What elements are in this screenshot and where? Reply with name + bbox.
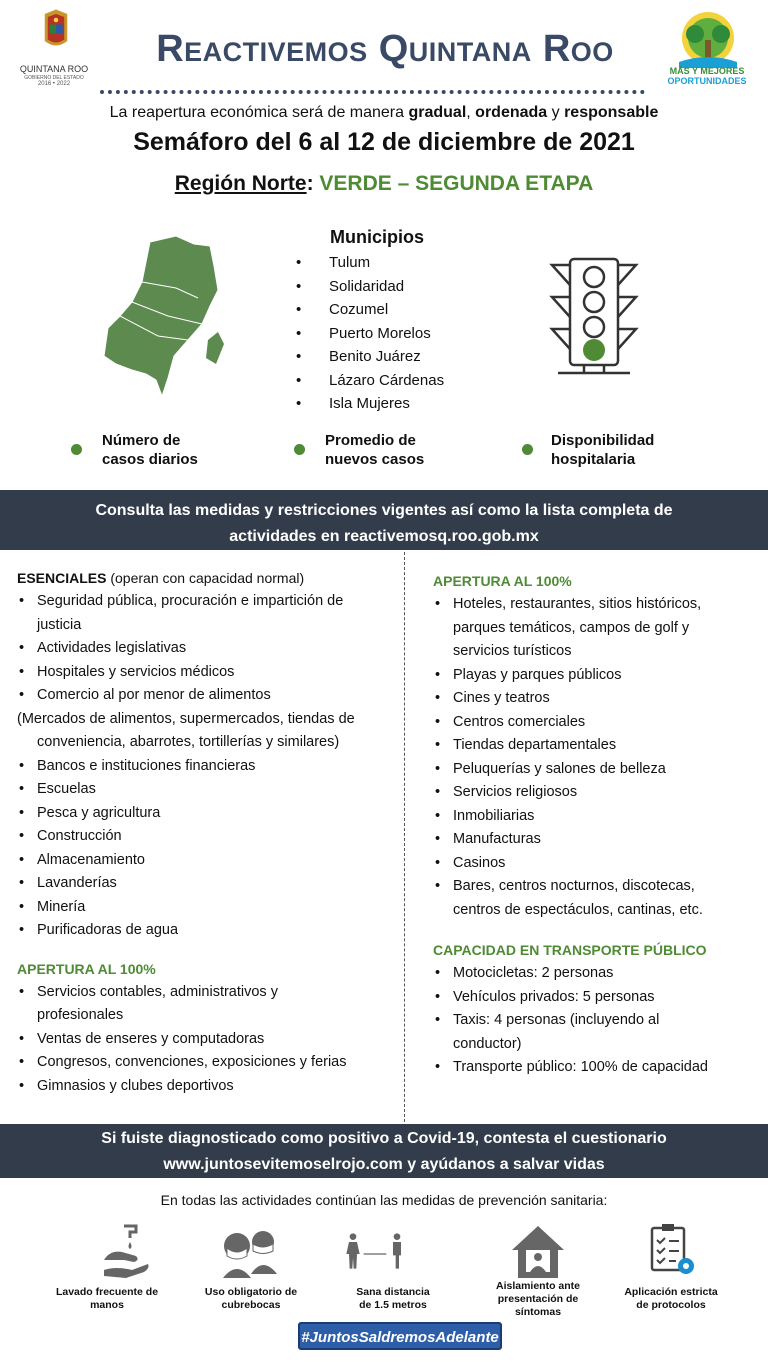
indicator-promedio-nuevos-casos: [325, 431, 424, 469]
indicator-line: Número de: [102, 432, 181, 449]
list-item: • Ventas de enseres y computadoras: [17, 1028, 402, 1052]
list-item: • Seguridad pública, procuración e impartición de: [17, 590, 402, 614]
list-item: • Puerto Morelos: [296, 324, 431, 342]
indicator-dot-green: [294, 444, 305, 455]
caption-line: Lavado frecuente de: [55, 1286, 159, 1298]
caption-line: síntomas: [514, 1306, 562, 1318]
covid-line-2: www.juntosevitemoselrojo.com y ayúdanos a salvar vidas: [163, 1156, 605, 1173]
indicator-line: hospitalaria: [551, 451, 636, 468]
list-item: • Hoteles, restaurantes, sitios históricos,: [433, 593, 763, 617]
caption-line: manos: [90, 1299, 124, 1311]
list-item: • Lavanderías: [17, 872, 402, 896]
list-item-note: (Mercados de alimentos, supermercados, tiendas de: [17, 710, 355, 727]
list-item: • Taxis: 4 personas (incluyendo al: [433, 1009, 763, 1033]
prevention-caption: [604, 1286, 738, 1312]
prevention-caption: [468, 1280, 608, 1319]
caption-line: de 1.5 metros: [359, 1299, 427, 1311]
list-item: • Tiendas departamentales: [433, 734, 763, 758]
transporte-heading: CAPACIDAD EN TRANSPORTE PÚBLICO: [433, 942, 707, 958]
municipio-label: Puerto Morelos: [329, 324, 431, 342]
list-item: • Playas y parques públicos: [433, 664, 763, 688]
list-item: • Almacenamiento: [17, 849, 402, 873]
distance-icon: [345, 1220, 405, 1280]
list-item: • Congresos, convenciones, exposiciones y ferias: [17, 1051, 402, 1075]
tree-logo: [665, 10, 751, 72]
list-item: • Minería: [17, 896, 402, 920]
list-item: • Transporte público: 100% de capacidad: [433, 1056, 763, 1080]
indicator-dot-green: [522, 444, 533, 455]
indicator-line: casos diarios: [102, 451, 198, 468]
house-isolation-icon: [508, 1220, 568, 1280]
consulta-line-2: actividades en reactivemosq.roo.gob.mx: [229, 528, 539, 545]
list-item: • Benito Juárez: [296, 348, 421, 365]
caption-line: Sana distancia: [356, 1286, 430, 1298]
municipio-label: Lázaro Cárdenas: [329, 371, 445, 389]
quintana-roo-logo: [10, 8, 102, 68]
left-logo-years: 2016 • 2022: [37, 81, 71, 87]
consulta-banner: [0, 490, 768, 550]
list-item: • Isla Mujeres: [296, 395, 410, 412]
municipio-label: Solidaridad: [329, 277, 405, 295]
prevention-caption: [40, 1286, 174, 1312]
list-item: • Casinos: [433, 852, 763, 876]
indicator-line: Promedio de: [325, 432, 416, 449]
intro-word-responsable: responsable: [564, 104, 659, 121]
prevention-caption: [330, 1286, 456, 1312]
esenciales-list: [17, 590, 402, 943]
list-item: • Peluquerías y salones de belleza: [433, 758, 763, 782]
caption-line: presentación de: [497, 1293, 579, 1305]
indicator-casos-diarios: [102, 431, 198, 469]
caption-line: Aplicación estricta: [624, 1286, 718, 1298]
page-title: Reactivemos Quintana Roo: [156, 28, 614, 70]
transporte-list: [433, 962, 763, 1080]
list-item-continuation: conductor): [453, 1035, 522, 1052]
municipio-label: Tulum: [329, 254, 371, 271]
right-logo-line2: OPORTUNIDADES: [667, 76, 747, 86]
hashtag-badge: #JuntosSaldremosAdelante: [298, 1322, 502, 1350]
indicator-disponibilidad-hospitalaria: [551, 431, 654, 469]
list-item-continuation: justicia: [37, 616, 82, 633]
municipios-list: [296, 251, 444, 416]
prevention-caption: [184, 1286, 318, 1312]
esenciales-note: (operan con capacidad normal): [106, 570, 305, 586]
column-divider: [404, 552, 405, 1122]
left-logo-sub: GOBIERNO DEL ESTADO: [24, 75, 84, 81]
consulta-line-1: Consulta las medidas y restricciones vigentes así como la lista completa de: [95, 502, 673, 519]
indicator-line: Disponibilidad: [551, 432, 655, 449]
region-status: [0, 172, 768, 196]
mask-icon: [219, 1220, 279, 1280]
caption-line: Aislamiento ante: [495, 1280, 581, 1292]
list-item: • Gimnasios y clubes deportivos: [17, 1075, 402, 1099]
intro-word-gradual: gradual: [408, 104, 467, 121]
caption-line: Uso obligatorio de: [204, 1286, 298, 1298]
list-item: • Vehículos privados: 5 personas: [433, 986, 763, 1010]
list-item: • Comercio al por menor de alimentos: [17, 684, 402, 708]
intro-text: [0, 104, 768, 122]
municipios-title: Municipios: [330, 227, 424, 247]
left-logo-name: QUINTANA ROO: [19, 64, 89, 74]
esenciales-title: ESENCIALES: [17, 570, 107, 586]
list-item: • Cines y teatros: [433, 687, 763, 711]
semaforo-dates: Semáforo del 6 al 12 de diciembre de 2021: [133, 128, 635, 156]
right-apertura-heading: APERTURA AL 100%: [433, 573, 572, 589]
region-label: Región Norte: [174, 172, 307, 195]
checklist-gear-icon: [642, 1220, 702, 1280]
intro-sep-2: y: [547, 104, 565, 121]
traffic-light-icon: [548, 255, 640, 377]
handwash-icon: [96, 1220, 156, 1280]
list-item: • Bares, centros nocturnos, discotecas,: [433, 875, 763, 899]
list-item: • Construcción: [17, 825, 402, 849]
region-colon: :: [306, 172, 320, 195]
title-dotted-divider: [100, 84, 645, 94]
left-column: [17, 566, 402, 1098]
list-item-continuation: centros de espectáculos, cantinas, etc.: [453, 901, 703, 918]
list-item-continuation: servicios turísticos: [453, 643, 572, 659]
esenciales-heading: [17, 566, 402, 590]
list-item-continuation: conveniencia, abarrotes, tortillerías y similares): [37, 734, 340, 750]
list-item: • Cozumel: [296, 301, 389, 318]
list-item: • Inmobiliarias: [433, 805, 763, 829]
list-item: • Lázaro Cárdenas: [296, 371, 445, 389]
list-item: • Solidaridad: [296, 277, 405, 295]
right-logo-line1: MÁS Y MEJORES: [669, 66, 745, 76]
list-item: • Escuelas: [17, 778, 402, 802]
list-item: • Manufacturas: [433, 828, 763, 852]
region-map-icon: [98, 232, 238, 412]
right-logo-text: [652, 66, 762, 86]
right-apertura-list: [433, 593, 763, 922]
list-item: • Purificadoras de agua: [17, 919, 402, 943]
indicator-line: nuevos casos: [325, 451, 425, 468]
region-status-value: VERDE – SEGUNDA ETAPA: [319, 172, 594, 195]
municipio-label: Isla Mujeres: [329, 395, 410, 412]
municipio-label: Benito Juárez: [329, 348, 421, 365]
left-apertura-list: [17, 981, 402, 1099]
intro-prefix: La reapertura económica será de manera: [109, 104, 409, 121]
intro-word-ordenada: ordenada: [475, 104, 548, 121]
intro-sep-1: ,: [466, 104, 476, 121]
list-item-continuation: profesionales: [37, 1007, 124, 1023]
covid-line-1: Si fuiste diagnosticado como positivo a Covid-19, contesta el cuestionario: [101, 1130, 667, 1147]
list-item: • Actividades legislativas: [17, 637, 402, 661]
list-item: • Hospitales y servicios médicos: [17, 661, 402, 685]
indicator-dot-green: [71, 444, 82, 455]
list-item: • Tulum: [296, 254, 371, 271]
caption-line: cubrebocas: [221, 1299, 281, 1311]
caption-line: de protocolos: [636, 1299, 706, 1311]
list-item: • Centros comerciales: [433, 711, 763, 735]
right-column: [433, 569, 763, 1080]
list-item: • Bancos e instituciones financieras: [17, 755, 402, 779]
covid-banner: [0, 1124, 768, 1178]
list-item: • Servicios contables, administrativos y: [17, 981, 402, 1005]
left-apertura-heading: APERTURA AL 100%: [17, 960, 156, 977]
list-item: • Motocicletas: 2 personas: [433, 962, 763, 986]
municipio-label: Cozumel: [329, 301, 389, 318]
list-item: • Servicios religiosos: [433, 781, 763, 805]
list-item-continuation: parques temáticos, campos de golf y: [453, 619, 690, 636]
prevention-title: En todas las actividades continúan las medidas de prevención sanitaria:: [160, 1192, 608, 1208]
list-item: • Pesca y agricultura: [17, 802, 402, 826]
